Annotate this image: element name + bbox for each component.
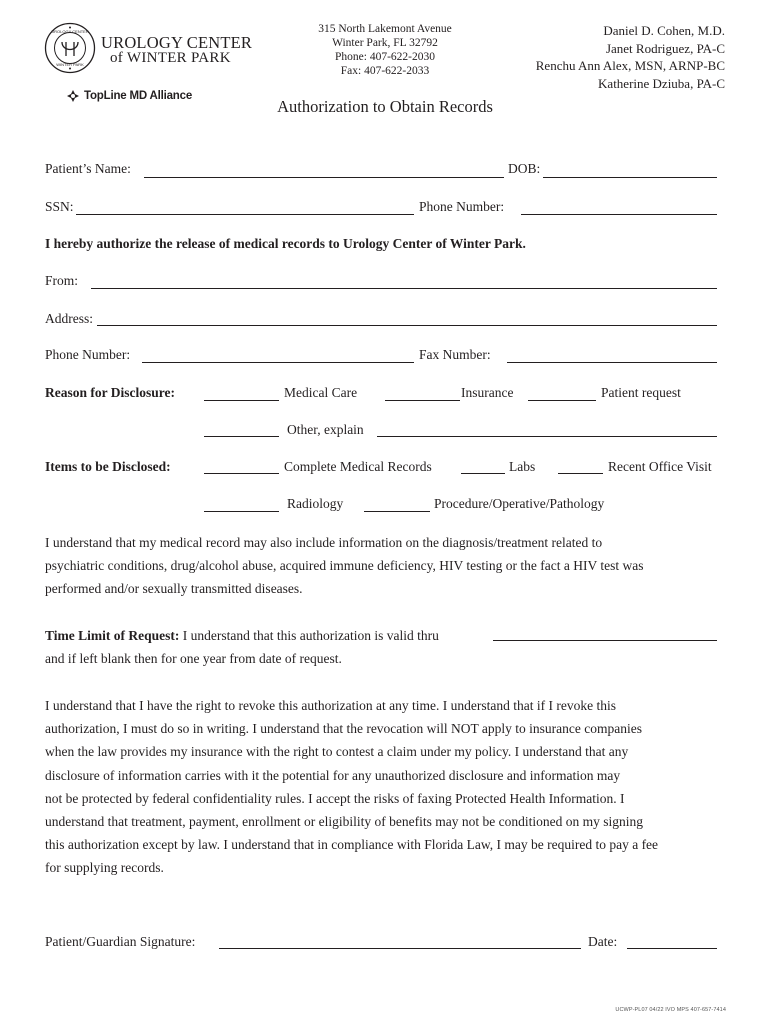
provider-list [536, 22, 725, 92]
paragraph-line: understand that treatment, payment, enrollment or eligibility of benefits may not be conditioned on my signing [45, 814, 643, 830]
item-recent-office-visit-label: Recent Office Visit [608, 459, 712, 474]
address-street: 315 North Lakemont Avenue [318, 23, 452, 35]
provider-name: Janet Rodriguez, PA-C [605, 40, 725, 56]
item-labs-checkline[interactable] [461, 473, 505, 474]
reason-medical-care-checkline[interactable] [204, 400, 279, 401]
reason-insurance-label: Insurance [461, 385, 514, 400]
document-title: Authorization to Obtain Records [277, 97, 493, 116]
item-recent-office-visit-checkline[interactable] [558, 473, 603, 474]
item-complete-records-label: Complete Medical Records [284, 459, 432, 474]
reason-other-checkline[interactable] [204, 436, 279, 437]
items-to-be-disclosed-label: Items to be Disclosed: [45, 459, 171, 474]
paragraph-line: I understand that I have the right to revoke this authorization at any time. I understand that if I revoke this [45, 698, 616, 713]
from-field[interactable] [91, 288, 717, 289]
address-field[interactable] [97, 325, 717, 326]
reason-other-explain-field[interactable] [377, 436, 717, 437]
reason-other-label: Other, explain [287, 422, 364, 437]
paragraph-line: I understand that my medical record may also include information on the diagnosis/treatment related to [45, 535, 603, 550]
item-procedure-label: Procedure/Operative/Pathology [434, 496, 605, 511]
time-limit-text: I understand that this authorization is valid thru [179, 628, 439, 643]
reason-patient-request-label: Patient request [601, 385, 681, 400]
paragraph-line: for supplying records. [45, 860, 164, 876]
signature-label: Patient/Guardian Signature: [45, 934, 196, 949]
time-limit-paragraph [45, 624, 735, 670]
ssn-label: SSN: [45, 199, 74, 214]
item-procedure-checkline[interactable] [364, 511, 430, 512]
phone-number-label-2: Phone Number: [45, 347, 131, 362]
paragraph-line: authorization, I must do so in writing. I understand that the revocation will NOT apply to insurance companies [45, 721, 642, 737]
reason-insurance-checkline[interactable] [385, 400, 460, 401]
signature-field[interactable] [219, 948, 581, 949]
paragraph-line: disclosure of information carries with it the potential for any unauthorized disclosure and information may [45, 767, 621, 783]
dob-label: DOB: [508, 161, 541, 176]
phone-number-label: Phone Number: [419, 199, 505, 214]
item-radiology-label: Radiology [287, 496, 344, 511]
svg-text:WINTER PARK: WINTER PARK [56, 62, 84, 67]
address-phone: Phone: 407-622-2030 [335, 51, 435, 63]
ssn-field[interactable] [76, 214, 414, 215]
paragraph-line: psychiatric conditions, drug/alcohol abuse, acquired immune deficiency, HIV testing or the fact a HIV test was [45, 558, 644, 574]
address-fax: Fax: 407-622-2033 [340, 65, 430, 77]
signature-date-field[interactable] [627, 948, 717, 949]
practice-address-block [300, 22, 470, 78]
reason-patient-request-checkline[interactable] [528, 400, 596, 401]
provider-name: Daniel D. Cohen, M.D. [603, 23, 725, 38]
date-label: Date: [588, 934, 618, 949]
phone-number-field-2[interactable] [142, 362, 414, 363]
alliance-name: TopLine MD Alliance [84, 90, 193, 102]
patient-name-label: Patient’s Name: [45, 161, 131, 176]
address-label: Address: [45, 311, 93, 326]
provider-name: Katherine Dziuba, PA-C [598, 75, 725, 91]
paragraph-line: performed and/or sexually transmitted diseases. [45, 581, 303, 597]
form-code: UCWP-PL07 04/22 IVO MPS 407-657-7414 [615, 1007, 726, 1013]
fax-number-field[interactable] [507, 362, 717, 363]
patient-name-field[interactable] [144, 177, 504, 178]
authorize-statement: I hereby authorize the release of medical records to Urology Center of Winter Park. [45, 236, 526, 251]
dob-field[interactable] [543, 177, 717, 178]
item-labs-label: Labs [509, 459, 536, 474]
valid-thru-field[interactable] [493, 640, 717, 641]
address-city: Winter Park, FL 32792 [332, 37, 438, 49]
logo-name-line1: UROLOGY CENTER [101, 33, 253, 52]
item-complete-records-checkline[interactable] [204, 473, 279, 474]
item-radiology-checkline[interactable] [204, 511, 279, 512]
paragraph-line: not be protected by federal confidentiality rules. I accept the risks of faxing Protected Health Information. I [45, 790, 625, 806]
practice-seal-logo [44, 22, 96, 74]
fax-number-label: Fax Number: [419, 347, 491, 362]
time-limit-line2: and if left blank then for one year from date of request. [45, 651, 342, 667]
logo-name-line2: of WINTER PARK [110, 50, 231, 66]
svg-text:UROLOGY CENTER: UROLOGY CENTER [51, 29, 89, 34]
paragraph-line: when the law provides my insurance with the right to contest a claim under my policy. I understand that any [45, 744, 629, 760]
reason-for-disclosure-label: Reason for Disclosure: [45, 385, 175, 400]
time-limit-label: Time Limit of Request: [45, 628, 180, 643]
revocation-paragraph [45, 694, 735, 880]
provider-name: Renchu Ann Alex, MSN, ARNP-BC [535, 58, 725, 73]
paragraph-line: this authorization except by law. I understand that in compliance with Florida Law, I may be required to pay a fee [45, 837, 659, 853]
reason-medical-care-label: Medical Care [284, 385, 358, 400]
from-label: From: [45, 273, 79, 288]
disclosure-notice-paragraph [45, 531, 735, 601]
phone-number-field[interactable] [521, 214, 717, 215]
